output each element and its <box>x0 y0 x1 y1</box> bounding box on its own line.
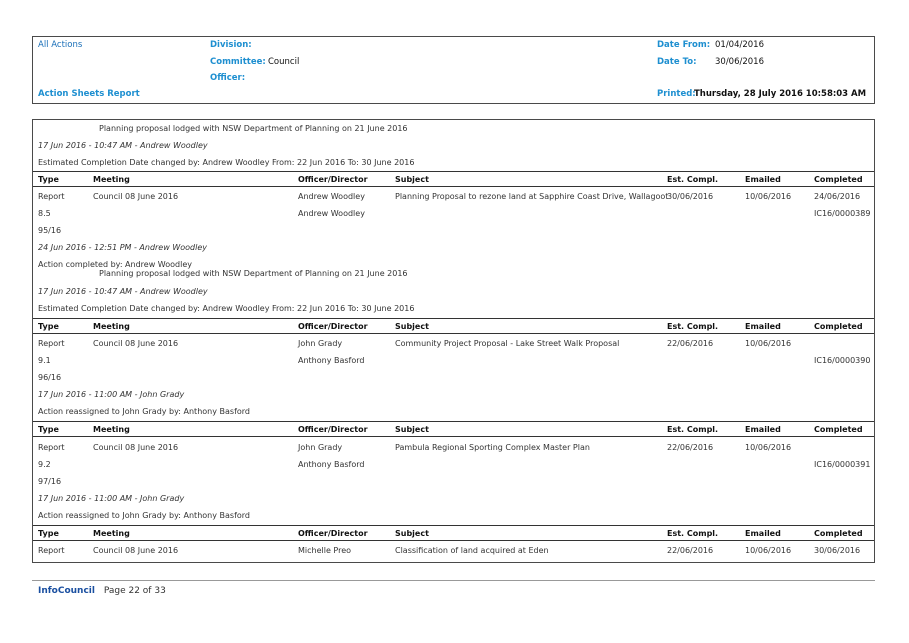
cell-est: 30/06/2016 <box>667 192 714 201</box>
cell-est: 22/06/2016 <box>667 339 714 348</box>
col-officer: Officer/Director <box>298 425 368 434</box>
col-emailed: Emailed <box>745 529 781 538</box>
note-row <box>33 507 874 524</box>
cell-ref: IC16/0000391 <box>814 460 871 469</box>
col-type: Type <box>38 175 59 184</box>
table-row <box>33 473 874 490</box>
col-est: Est. Compl. <box>667 175 719 184</box>
cell-est: 22/06/2016 <box>667 546 714 555</box>
cell-minute: 97/16 <box>38 477 62 486</box>
cell-minute: 95/16 <box>38 226 62 235</box>
note-text: Planning proposal lodged with NSW Department of Planning on 21 June 2016 <box>99 124 408 133</box>
cell-est: 22/06/2016 <box>667 443 714 452</box>
note-row <box>33 154 874 171</box>
note-row <box>33 403 874 420</box>
col-subject: Subject <box>395 175 429 184</box>
note-text: Action completed by: Andrew Woodley <box>38 260 192 269</box>
committee-value: Council <box>268 57 300 67</box>
col-est: Est. Compl. <box>667 322 719 331</box>
note-row <box>33 283 874 300</box>
footer-brand: InfoCouncil <box>38 586 95 596</box>
date-to-value: 30/06/2016 <box>715 57 764 67</box>
col-emailed: Emailed <box>745 425 781 434</box>
note-timestamp: 17 Jun 2016 - 10:47 AM - Andrew Woodley <box>38 141 208 150</box>
cell-emailed: 10/06/2016 <box>745 546 792 555</box>
cell-officer: John Grady <box>298 339 343 348</box>
table-row <box>33 222 874 239</box>
col-emailed: Emailed <box>745 175 781 184</box>
table-header-row <box>33 421 874 437</box>
cell-meeting: Council 08 June 2016 <box>93 546 179 555</box>
cell-completed: 30/06/2016 <box>814 546 861 555</box>
cell-officer: John Grady <box>298 443 343 452</box>
printed-value: Thursday, 28 July 2016 10:58:03 AM <box>694 89 867 99</box>
col-est: Est. Compl. <box>667 425 719 434</box>
col-meeting: Meeting <box>93 529 130 538</box>
all-actions-label: All Actions <box>38 40 83 50</box>
cell-ref: IC16/0000390 <box>814 356 871 365</box>
note-row <box>33 137 874 154</box>
col-subject: Subject <box>395 425 429 434</box>
col-completed: Completed <box>814 425 863 434</box>
cell-subject: Community Project Proposal - Lake Street Walk Proposal <box>395 339 620 348</box>
table-row <box>33 542 874 559</box>
col-officer: Officer/Director <box>298 322 368 331</box>
date-to-label: Date To: <box>657 57 697 67</box>
division-label: Division: <box>210 40 252 50</box>
cell-ref: IC16/0000389 <box>814 209 871 218</box>
cell-emailed: 10/06/2016 <box>745 339 792 348</box>
table-header-row <box>33 318 874 334</box>
note-row <box>33 120 874 137</box>
note-text: Action reassigned to John Grady by: Anthony Basford <box>38 511 250 520</box>
col-meeting: Meeting <box>93 175 130 184</box>
cell-item-no: 8.5 <box>38 209 51 218</box>
cell-type: Report <box>38 192 65 201</box>
note-text: Estimated Completion Date changed by: Andrew Woodley From: 22 Jun 2016 To: 30 June 2016 <box>38 304 415 313</box>
page-footer <box>38 586 166 596</box>
cell-type: Report <box>38 443 65 452</box>
col-type: Type <box>38 529 59 538</box>
note-row <box>33 386 874 403</box>
committee-label: Committee: <box>210 57 266 67</box>
cell-officer: Andrew Woodley <box>298 192 365 201</box>
note-timestamp: 17 Jun 2016 - 11:00 AM - John Grady <box>38 494 185 503</box>
table-header-row <box>33 171 874 187</box>
cell-meeting: Council 08 June 2016 <box>93 192 179 201</box>
cell-meeting: Council 08 June 2016 <box>93 339 179 348</box>
cell-item-no: 9.2 <box>38 460 51 469</box>
printed-label: Printed: <box>657 89 696 99</box>
cell-director: Anthony Basford <box>298 460 365 469</box>
table-row <box>33 205 874 222</box>
table-row <box>33 369 874 386</box>
col-emailed: Emailed <box>745 322 781 331</box>
col-meeting: Meeting <box>93 425 130 434</box>
cell-subject: Classification of land acquired at Eden <box>395 546 549 555</box>
col-subject: Subject <box>395 529 429 538</box>
note-timestamp: 17 Jun 2016 - 10:47 AM - Andrew Woodley <box>38 287 208 296</box>
note-text: Estimated Completion Date changed by: Andrew Woodley From: 22 Jun 2016 To: 30 June 2016 <box>38 158 415 167</box>
cell-subject: Planning Proposal to rezone land at Sapphire Coast Drive, Wallagoot <box>395 192 669 201</box>
col-completed: Completed <box>814 322 863 331</box>
note-row <box>33 265 874 282</box>
report-header <box>32 36 875 104</box>
col-officer: Officer/Director <box>298 175 368 184</box>
note-text: Planning proposal lodged with NSW Department of Planning on 21 June 2016 <box>99 269 408 278</box>
cell-item-no: 9.1 <box>38 356 51 365</box>
officer-label: Officer: <box>210 73 246 83</box>
cell-type: Report <box>38 339 65 348</box>
cell-director: Andrew Woodley <box>298 209 365 218</box>
note-row <box>33 300 874 317</box>
table-row <box>33 456 874 473</box>
table-row <box>33 188 874 205</box>
date-from-value: 01/04/2016 <box>715 40 764 50</box>
cell-emailed: 10/06/2016 <box>745 192 792 201</box>
footer-divider <box>32 580 875 581</box>
table-row <box>33 352 874 369</box>
cell-completed: 24/06/2016 <box>814 192 861 201</box>
col-est: Est. Compl. <box>667 529 719 538</box>
table-row <box>33 335 874 352</box>
cell-minute: 96/16 <box>38 373 62 382</box>
note-row <box>33 239 874 256</box>
cell-meeting: Council 08 June 2016 <box>93 443 179 452</box>
col-completed: Completed <box>814 175 863 184</box>
col-meeting: Meeting <box>93 322 130 331</box>
cell-type: Report <box>38 546 65 555</box>
cell-subject: Pambula Regional Sporting Complex Master Plan <box>395 443 590 452</box>
note-text: Action reassigned to John Grady by: Anthony Basford <box>38 407 250 416</box>
cell-officer: Michelle Preo <box>298 546 352 555</box>
note-row <box>33 490 874 507</box>
date-from-label: Date From: <box>657 40 711 50</box>
table-row <box>33 439 874 456</box>
col-type: Type <box>38 425 59 434</box>
col-type: Type <box>38 322 59 331</box>
col-officer: Officer/Director <box>298 529 368 538</box>
col-completed: Completed <box>814 529 863 538</box>
cell-director: Anthony Basford <box>298 356 365 365</box>
actions-table <box>32 119 875 563</box>
table-header-row <box>33 525 874 541</box>
note-timestamp: 24 Jun 2016 - 12:51 PM - Andrew Woodley <box>38 243 207 252</box>
cell-emailed: 10/06/2016 <box>745 443 792 452</box>
page-number: Page 22 of 33 <box>103 586 166 596</box>
note-timestamp: 17 Jun 2016 - 11:00 AM - John Grady <box>38 390 185 399</box>
report-title: Action Sheets Report <box>38 89 140 99</box>
col-subject: Subject <box>395 322 429 331</box>
